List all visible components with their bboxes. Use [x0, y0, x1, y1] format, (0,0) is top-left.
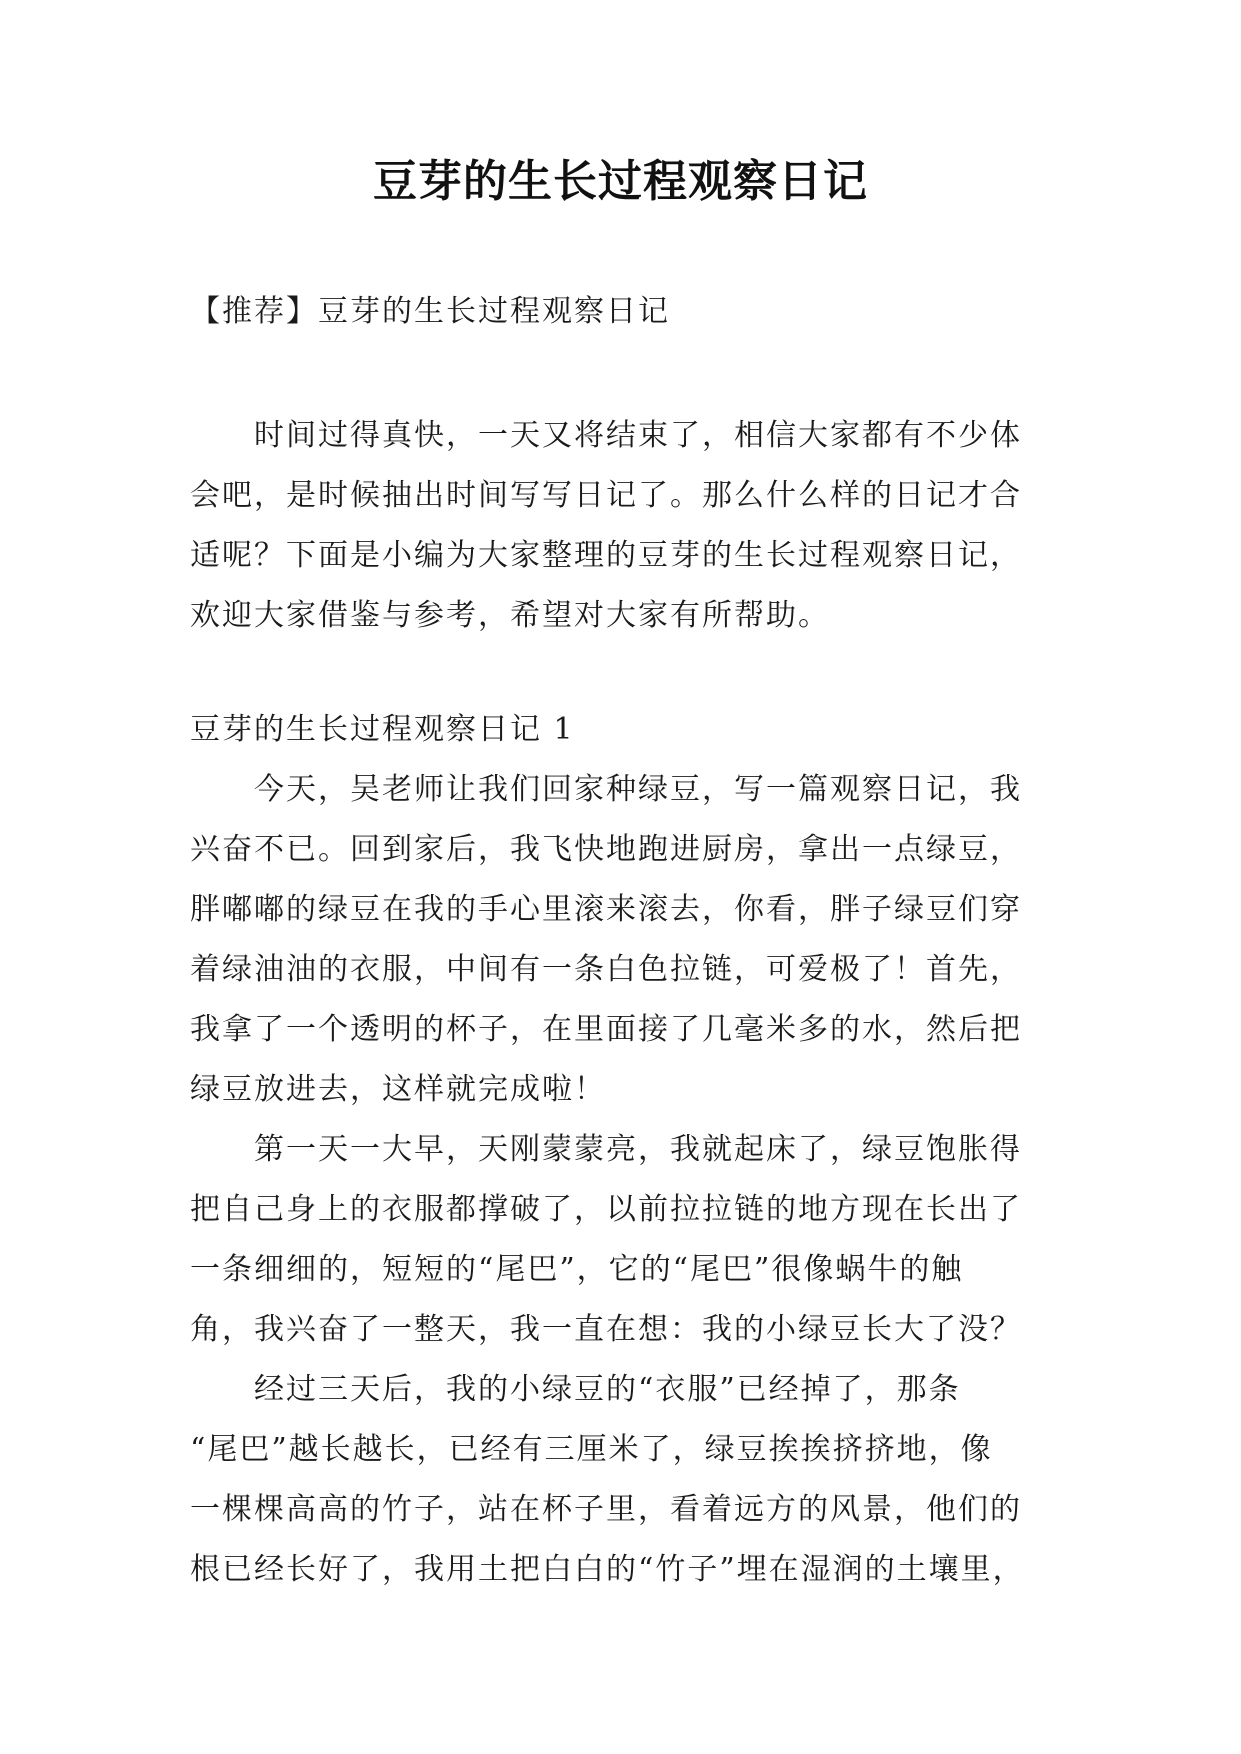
paragraph-3-line: 一棵棵高高的竹子，站在杯子里，看着远方的风景，他们的: [190, 1492, 1022, 1527]
paragraph-1-line: 兴奋不已。回到家后，我飞快地跑进厨房，拿出一点绿豆，: [190, 832, 1022, 867]
paragraph-1-line: 胖嘟嘟的绿豆在我的手心里滚来滚去，你看，胖子绿豆们穿: [190, 892, 1022, 927]
paragraph-2-line: 角，我兴奋了一整天，我一直在想：我的小绿豆长大了没？: [190, 1312, 1022, 1347]
diary-section-1: [190, 700, 1070, 1600]
paragraph-3-line: 根已经长好了，我用土把白白的“竹子”埋在湿润的土壤里，: [190, 1552, 1025, 1587]
paragraph-2-line: 把自己身上的衣服都撑破了，以前拉拉链的地方现在长出了: [190, 1192, 1022, 1227]
paragraph-2-line: 第一天一大早，天刚蒙蒙亮，我就起床了，绿豆饱胀得: [254, 1132, 1022, 1167]
intro-line: 适呢？下面是小编为大家整理的豆芽的生长过程观察日记，: [190, 538, 1022, 573]
section-heading: 豆芽的生长过程观察日记 1: [190, 712, 575, 747]
paragraph-1-line: 着绿油油的衣服，中间有一条白色拉链，可爱极了！首先，: [190, 952, 1022, 987]
paragraph-3-line: “尾巴”越长越长，已经有三厘米了，绿豆挨挨挤挤地，像: [190, 1432, 993, 1467]
paragraph-1-line: 今天，吴老师让我们回家种绿豆，写一篇观察日记，我: [254, 772, 1022, 807]
paragraph-1-line: 我拿了一个透明的杯子，在里面接了几毫米多的水，然后把: [190, 1012, 1022, 1047]
intro-line: 时间过得真快，一天又将结束了，相信大家都有不少体: [254, 418, 1022, 453]
paragraph-2-line: 一条细细的，短短的“尾巴”，它的“尾巴”很像蜗牛的触: [190, 1252, 964, 1287]
document-subtitle: 【推荐】豆芽的生长过程观察日记: [190, 294, 670, 329]
intro-line: 会吧，是时候抽出时间写写日记了。那么什么样的日记才合: [190, 478, 1022, 513]
intro-paragraph: [190, 406, 1070, 646]
paragraph-3-line: 经过三天后，我的小绿豆的“衣服”已经掉了，那条: [254, 1372, 961, 1407]
paragraph-1-line: 绿豆放进去，这样就完成啦！: [190, 1072, 606, 1107]
intro-line: 欢迎大家借鉴与参考，希望对大家有所帮助。: [190, 598, 830, 633]
document-title: 豆芽的生长过程观察日记: [373, 156, 868, 207]
